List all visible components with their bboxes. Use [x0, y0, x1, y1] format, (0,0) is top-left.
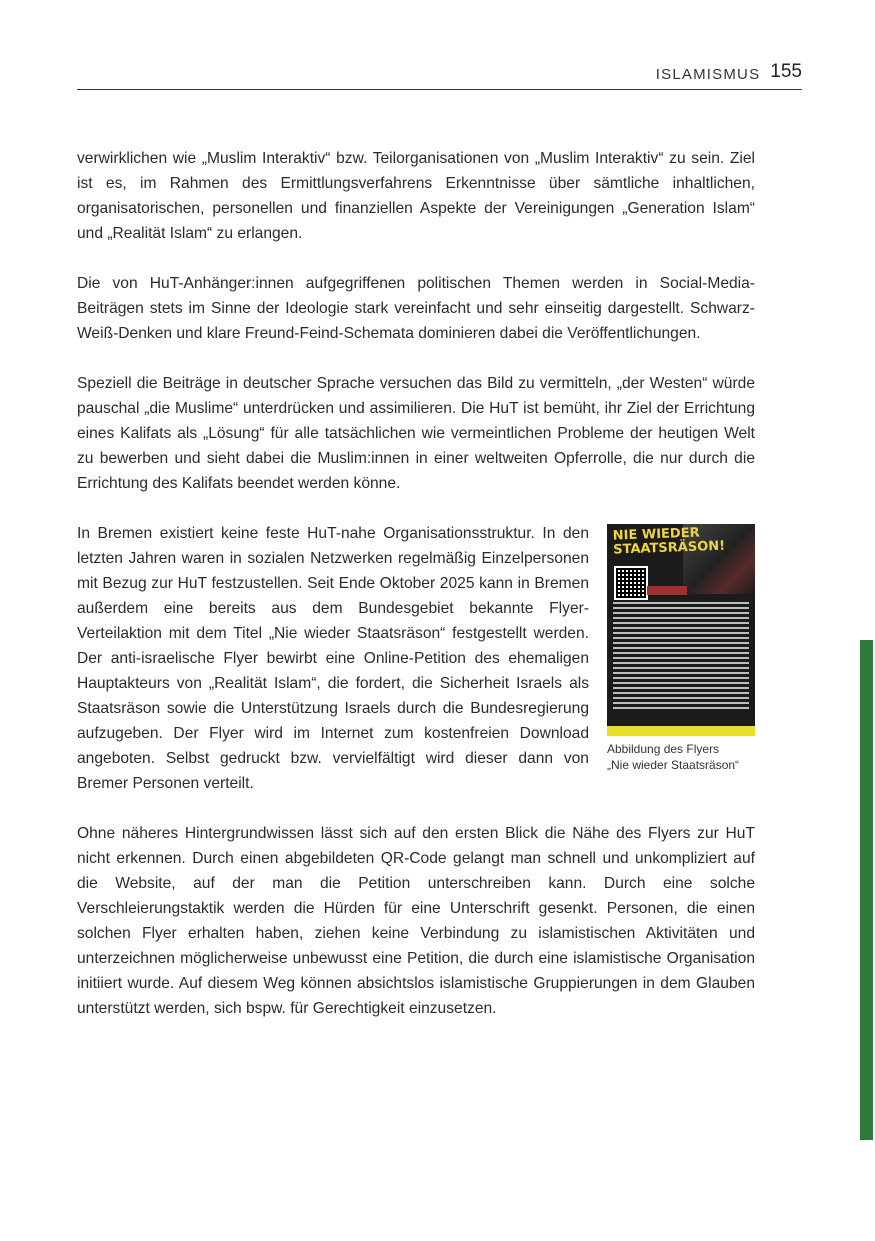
caption-line: Abbildung des Flyers: [607, 742, 720, 756]
flyer-headline-line: STAATSRÄSON!: [612, 538, 726, 558]
text-with-figure: [77, 521, 755, 796]
paragraph: verwirklichen wie „Muslim Interaktiv“ bzw. Teilorganisationen von „Muslim Interaktiv“ zu sein. Ziel ist es, im Rahmen des Ermittlungsverfahrens Erkenntnisse über sämtliche inhaltlichen, organisatorischen, personellen und finanziellen Aspekte der Vereinigungen „Generation Islam“ und „Realität Islam“ zu erlangen.: [77, 150, 755, 242]
running-header: [77, 56, 802, 90]
body-text: [77, 146, 755, 1046]
flyer-footer-bar: [607, 726, 755, 736]
flyer-headline: [612, 525, 726, 558]
flyer-red-bar: [647, 586, 687, 595]
chapter-tab-marker: [860, 640, 873, 1140]
qr-code-icon: [614, 566, 648, 600]
flyer-image: [607, 524, 755, 736]
caption-line: „Nie wieder Staatsräson“: [607, 758, 740, 772]
flyer-headline-line: NIE WIEDER: [612, 525, 700, 544]
paragraph: In Bremen existiert keine feste HuT-nahe Organisationsstruktur. In den letzten Jahren waren in sozialen Netzwerken regelmäßig Einzelpersonen mit Bezug zur HuT festzustellen. Seit Ende Oktober 2025 kann in Bremen außerdem eine bereits aus dem Bundesgebiet bekannte Flyer-Verteilaktion mit dem Titel „Nie wieder Staatsräson“ festgestellt werden. Der anti-israelische Flyer bewirbt eine Online-Petition des ehemaligen Hauptakteurs von „Realität Islam“, die fordert, die Sicherheit Israels als Staatsräson sowie die Unterstützung Israels durch die Bundesregierung aufzugeben. Der Flyer wird im Internet zum kostenfreien Download angeboten. Selbst gedruckt bzw. vervielfältigt wird dieser dann von Bremer Personen verteilt.: [77, 525, 589, 792]
flyer-body-text: [613, 602, 749, 712]
paragraph: Ohne näheres Hintergrundwissen lässt sich auf den ersten Blick die Nähe des Flyers zur HuT nicht erkennen. Durch einen abgebildeten QR-Code gelangt man schnell und unkompliziert auf die Website, auf der man die Petition unterschreiben kann. Durch eine solche Verschleierungstaktik werden die Hürden für eine Unterschrift gesenkt. Personen, die einen solchen Flyer erhalten haben, ziehen keine Verbindung zu islamistischen Aktivitäten und unterzeichnen möglicherweise unbewusst eine Petition, die durch eine islamistische Organisation initiiert wurde. Auf diesem Weg können absichtslos islamistische Gruppierungen in dem Glauben unterstützt werden, sich bspw. für Gerechtigkeit einzusetzen.: [77, 825, 755, 1017]
page-number: 155: [770, 61, 802, 82]
paragraph: Die von HuT-Anhänger:innen aufgegriffenen politischen Themen werden in Social-Media-Beiträgen stets im Sinne der Ideologie stark vereinfacht und sehr einseitig dargestellt. Schwarz-Weiß-Denken und klare Freund-Feind-Schemata dominieren dabei die Veröffentlichungen.: [77, 275, 755, 342]
section-title: ISLAMISMUS: [655, 66, 761, 83]
figure-caption: [607, 741, 755, 773]
flyer-figure: [607, 524, 755, 773]
paragraph: Speziell die Beiträge in deutscher Sprache versuchen das Bild zu vermitteln, „der Westen“ würde pauschal „die Muslime“ unterdrücken und assimilieren. Die HuT ist bemüht, ihr Ziel der Errichtung eines Kalifats als „Lösung“ für alle tatsächlichen wie vermeintlichen Probleme der heutigen Welt zu bewerben und sieht dabei die Muslim:innen in einer weltweiten Opferrolle, die nur durch die Errichtung des Kalifats beendet werden könne.: [77, 375, 755, 492]
